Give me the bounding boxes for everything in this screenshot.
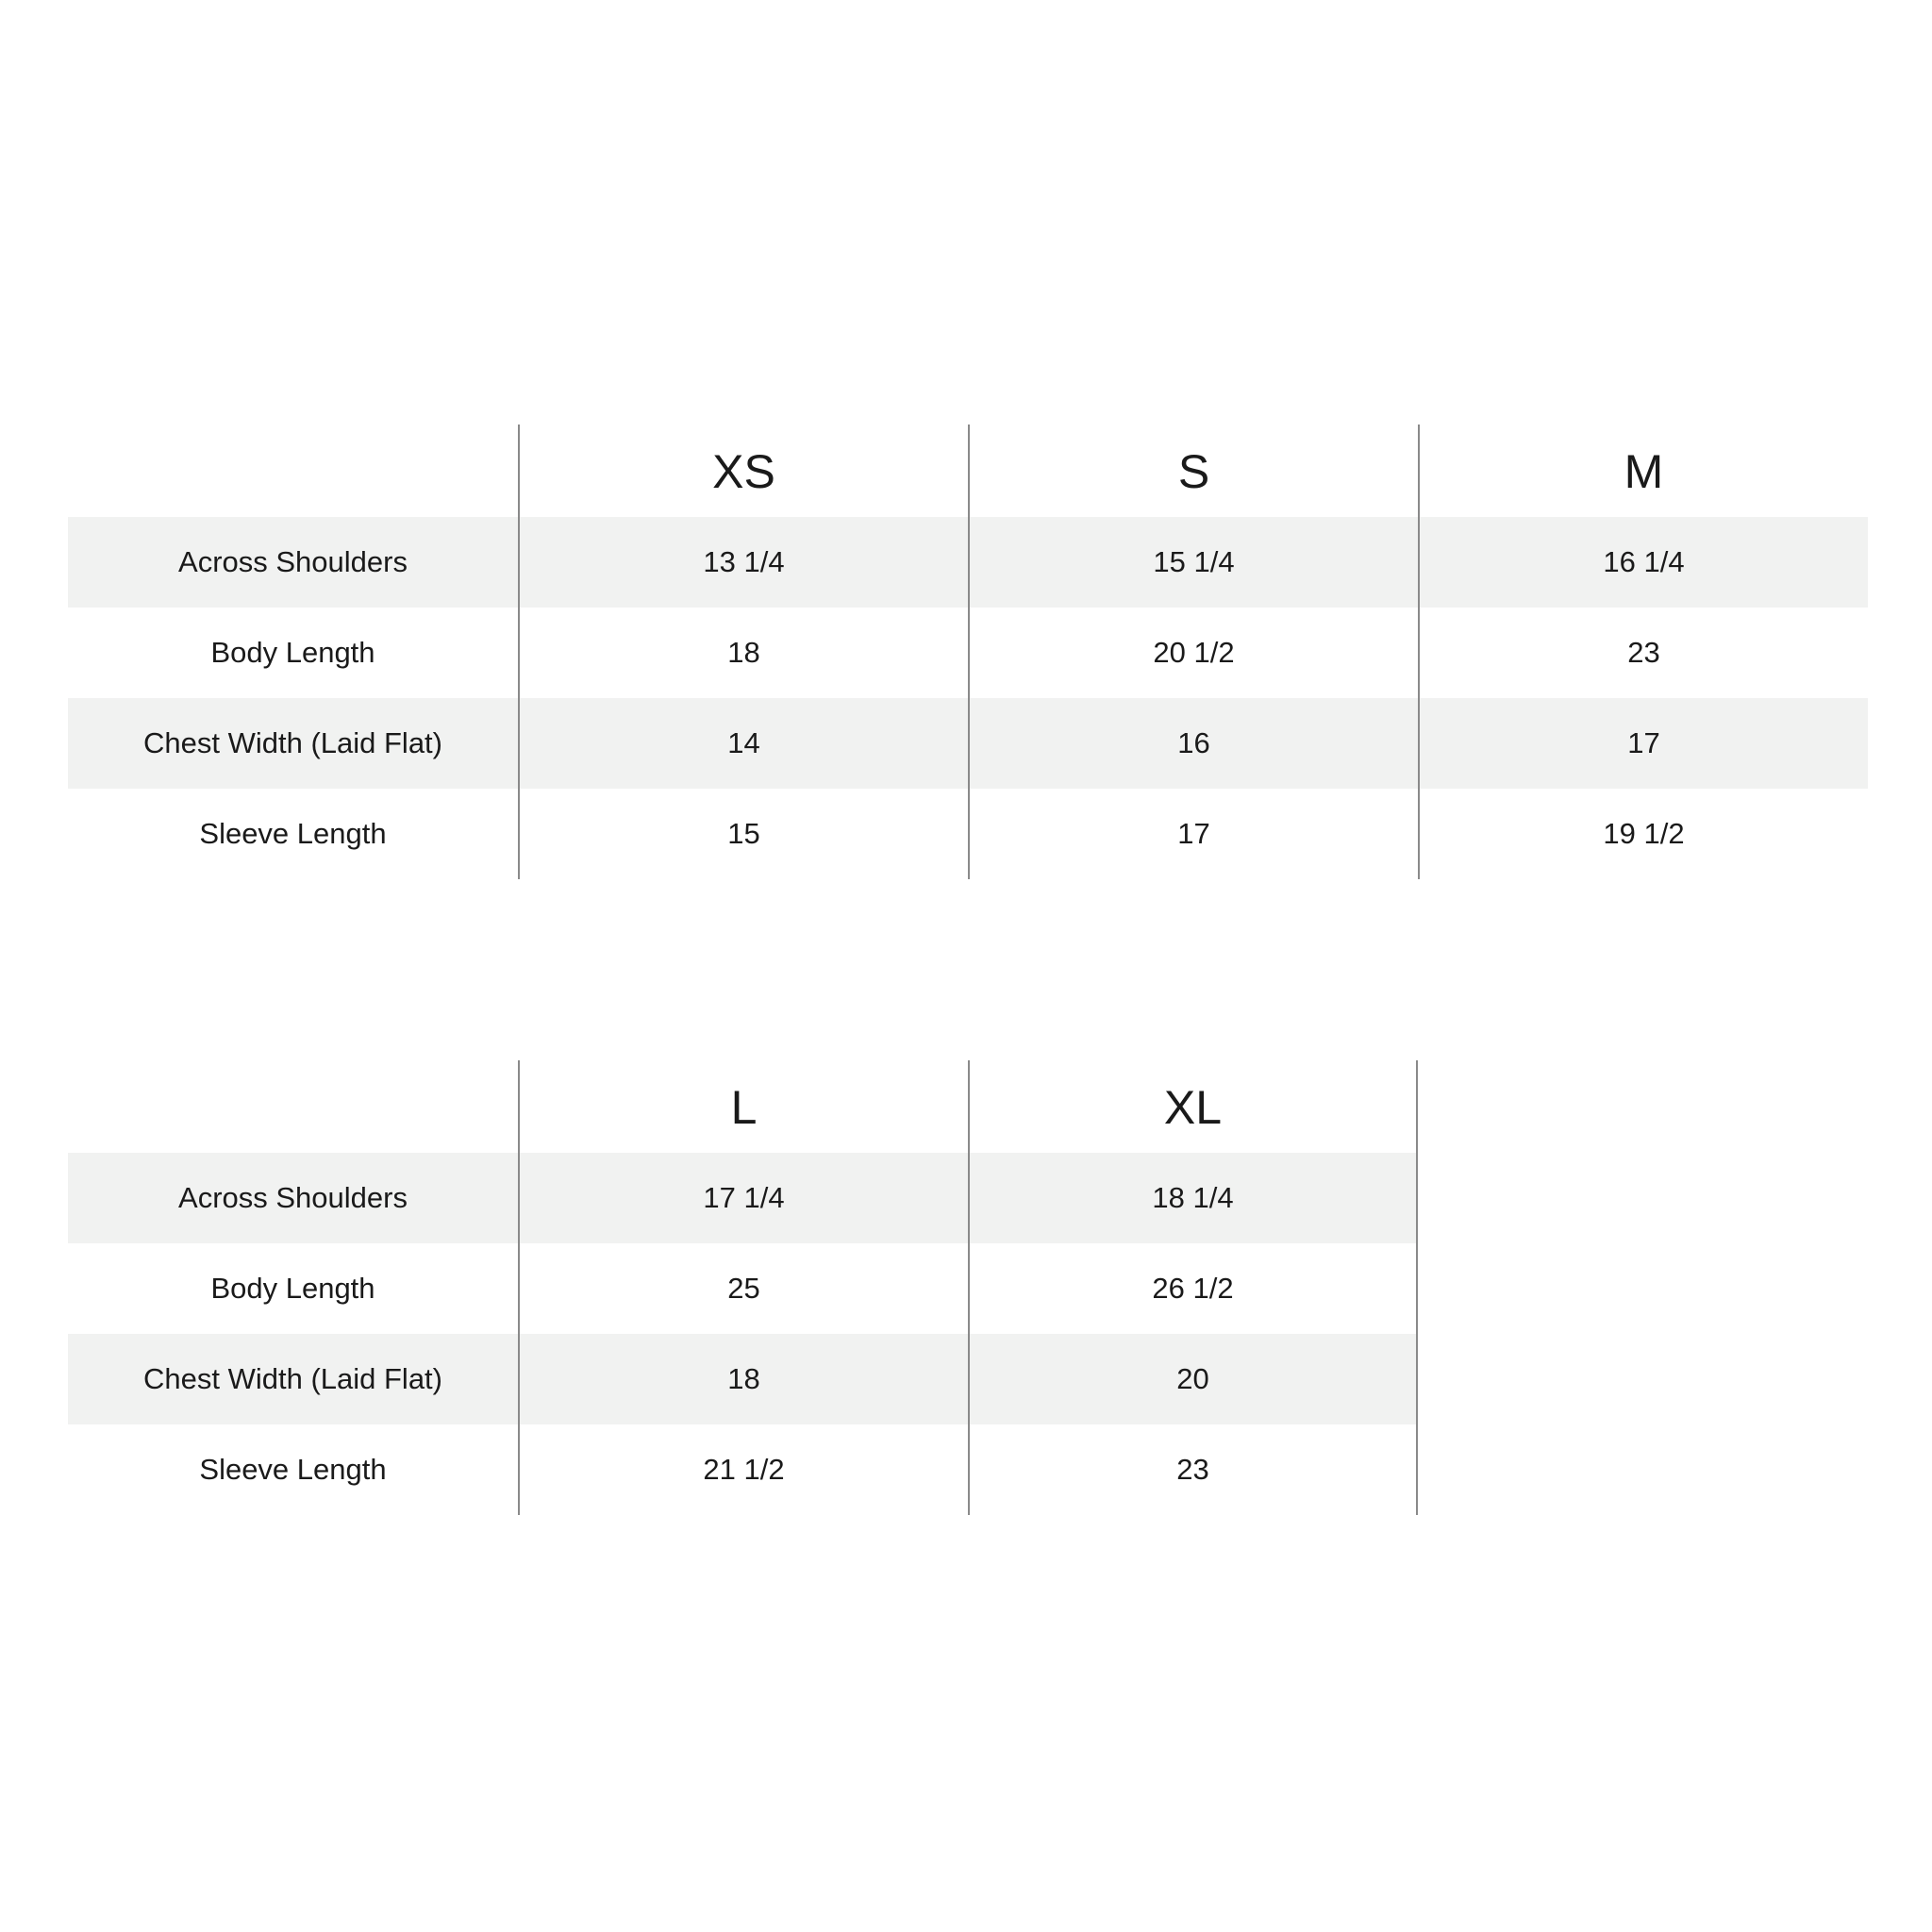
size-header: M — [1418, 425, 1868, 517]
measurement-value: 17 — [968, 789, 1418, 879]
header-spacer — [68, 425, 518, 517]
measurement-value: 16 1/4 — [1418, 517, 1868, 608]
measurement-label: Across Shoulders — [178, 545, 408, 578]
measurement-label: Sleeve Length — [199, 1453, 387, 1486]
measurement-value: 18 1/4 — [968, 1153, 1418, 1243]
size-header-row — [68, 1060, 1418, 1153]
measurement-value: 14 — [518, 698, 968, 789]
table-row — [68, 517, 1868, 608]
size-chart-table-1 — [68, 425, 1868, 879]
size-header-row — [68, 425, 1868, 517]
measurement-value: 17 — [1418, 698, 1868, 789]
measurement-label: Chest Width (Laid Flat) — [143, 726, 442, 759]
measurement-value: 13 1/4 — [518, 517, 968, 608]
size-header: XL — [968, 1060, 1418, 1153]
measurement-label: Chest Width (Laid Flat) — [143, 1362, 442, 1395]
measurement-label: Body Length — [210, 1272, 375, 1305]
measurement-value: 15 — [518, 789, 968, 879]
table-row — [68, 1334, 1418, 1424]
table-row — [68, 1424, 1418, 1515]
size-header: XS — [518, 425, 968, 517]
measurement-value: 23 — [968, 1424, 1418, 1515]
measurement-value: 23 — [1418, 608, 1868, 698]
size-header: L — [518, 1060, 968, 1153]
measurement-value: 16 — [968, 698, 1418, 789]
table-row — [68, 608, 1868, 698]
table-row — [68, 789, 1868, 879]
table-row — [68, 1153, 1418, 1243]
measurement-value: 25 — [518, 1243, 968, 1334]
size-chart-table-2 — [68, 1060, 1418, 1515]
measurement-label: Across Shoulders — [178, 1181, 408, 1214]
header-spacer — [68, 1060, 518, 1153]
measurement-label: Sleeve Length — [199, 817, 387, 850]
size-header: S — [968, 425, 1418, 517]
measurement-value: 19 1/2 — [1418, 789, 1868, 879]
table-row — [68, 1243, 1418, 1334]
measurement-value: 15 1/4 — [968, 517, 1418, 608]
measurement-value: 17 1/4 — [518, 1153, 968, 1243]
measurement-value: 20 — [968, 1334, 1418, 1424]
measurement-value: 21 1/2 — [518, 1424, 968, 1515]
table-row — [68, 698, 1868, 789]
measurement-value: 26 1/2 — [968, 1243, 1418, 1334]
measurement-label: Body Length — [210, 636, 375, 669]
measurement-value: 20 1/2 — [968, 608, 1418, 698]
measurement-value: 18 — [518, 608, 968, 698]
measurement-value: 18 — [518, 1334, 968, 1424]
